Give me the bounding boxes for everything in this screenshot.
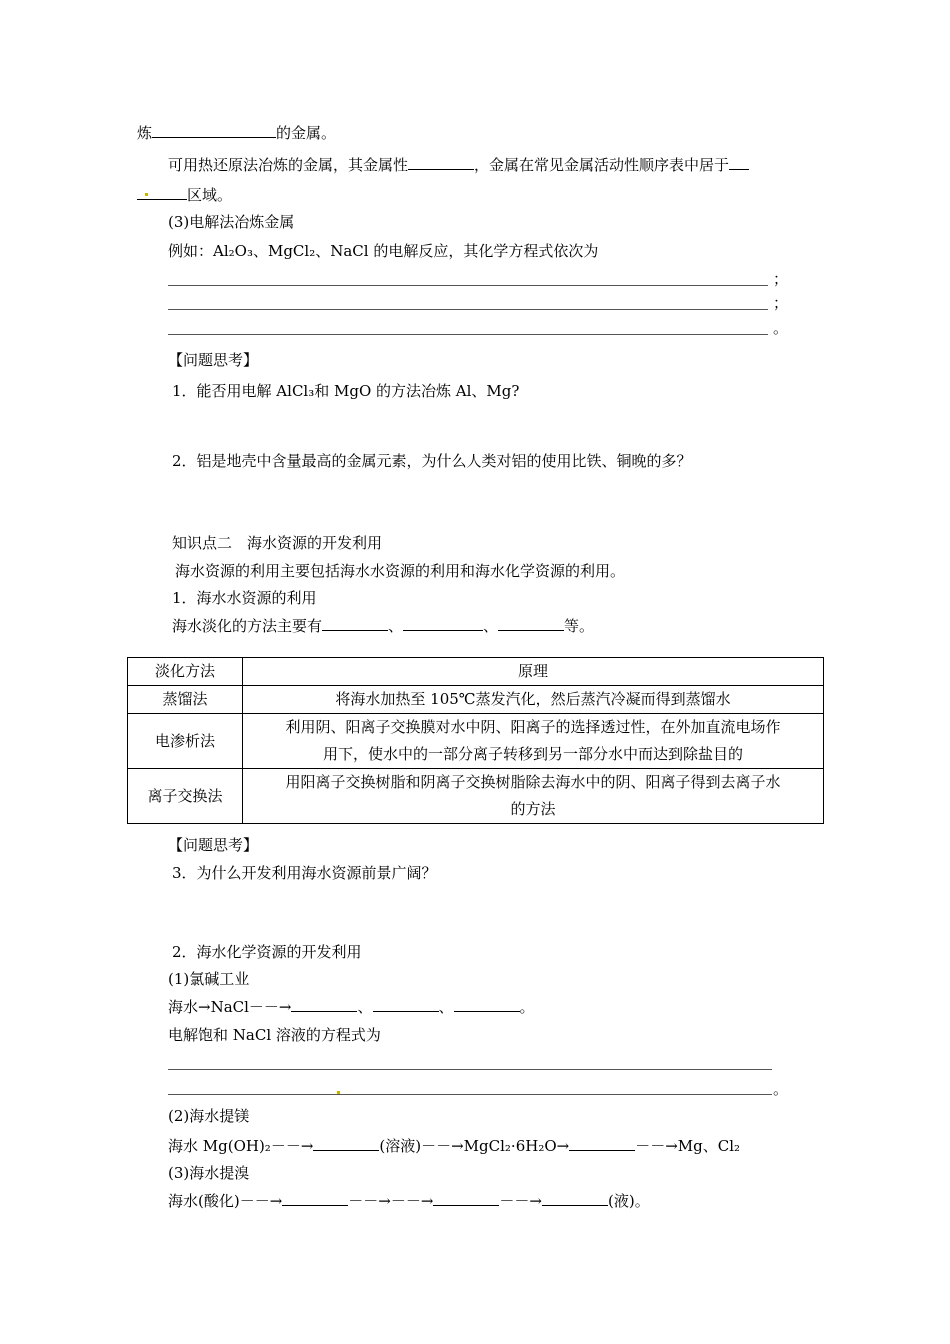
answer-blank[interactable] [498, 616, 564, 631]
answer-blank[interactable] [433, 1191, 499, 1206]
answer-blank[interactable] [152, 123, 276, 138]
desalination-table [127, 657, 824, 824]
answer-blank[interactable] [729, 155, 749, 170]
answer-blank[interactable] [408, 155, 474, 170]
desalination-methods: 海水淡化的方法主要有 、 、 等。 [172, 617, 595, 635]
question-header: 【问题思考】 [168, 351, 259, 369]
table-row [128, 714, 824, 769]
chlor-alkali-title: (1)氯碱工业 [168, 970, 250, 988]
kp2-title: 知识点二 海水资源的开发利用 [172, 534, 383, 552]
header-principle: 原理 [243, 658, 824, 686]
answer-blank[interactable] [282, 1191, 348, 1206]
line-region: 区域。 [137, 185, 232, 205]
answer-blank[interactable] [542, 1191, 608, 1206]
answer-blank[interactable] [454, 997, 520, 1012]
bromine-title: (3)海水提溴 [168, 1164, 250, 1182]
table-header-row [128, 658, 824, 686]
end-semicolon: ； [773, 270, 789, 288]
answer-blank[interactable] [313, 1136, 379, 1151]
answer-blank[interactable] [373, 997, 439, 1012]
principle-cell: 利用阴、阳离子交换膜对水中阴、阳离子的选择透过性，在外加直流电场作 用下，使水中的一部分离子转移到另一部分水中而达到除盐目的 [243, 714, 824, 769]
line-smelt-blank: 炼 的金属。 [137, 124, 337, 142]
question-header: 【问题思考】 [168, 836, 259, 854]
principle-cell: 用阳离子交换树脂和阴离子交换树脂除去海水中的阴、阳离子得到去离子水 的方法 [243, 769, 824, 824]
answer-line-1[interactable] [168, 285, 768, 286]
end-semicolon: ； [773, 294, 789, 312]
bromine-flow: 海水(酸化)－－→ －－→－－→ －－→ (液)。 [168, 1192, 650, 1210]
answer-blank[interactable] [403, 616, 483, 631]
line-thermal-reduction: 可用热还原法冶炼的金属，其金属性 ，金属在常见金属活动性顺序表中居于 [168, 155, 749, 175]
method-cell: 电渗析法 [128, 714, 243, 769]
end-period: 。 [773, 319, 789, 337]
answer-line-5[interactable] [168, 1094, 772, 1095]
electrolysis-example: 例如：Al₂O₃、MgCl₂、NaCl 的电解反应，其化学方程式依次为 [168, 242, 599, 260]
table-row [128, 686, 824, 714]
decor-dot [337, 1091, 340, 1094]
method-cell: 离子交换法 [128, 769, 243, 824]
answer-line-2[interactable] [168, 309, 768, 310]
method-cell: 蒸馏法 [128, 686, 243, 714]
magnesium-title: (2)海水提镁 [168, 1107, 250, 1125]
table-row [128, 769, 824, 824]
answer-line-3[interactable] [168, 334, 768, 335]
kp2-intro: 海水资源的利用主要包括海水水资源的利用和海水化学资源的利用。 [175, 562, 626, 580]
section-electrolysis-title: (3)电解法冶炼金属 [168, 213, 295, 231]
answer-blank[interactable] [569, 1136, 635, 1151]
answer-blank[interactable] [322, 616, 388, 631]
question-1: 1．能否用电解 AlCl₃和 MgO 的方法冶炼 Al、Mg? [172, 382, 520, 400]
chlor-alkali-flow: 海水→NaCl－－→ 、 、 。 [168, 998, 535, 1016]
header-method: 淡化方法 [128, 658, 243, 686]
kp2-section-1: 1．海水水资源的利用 [172, 589, 317, 607]
question-2: 2．铝是地壳中含量最高的金属元素，为什么人类对铝的使用比铁、铜晚的多？ [172, 452, 692, 470]
decor-dot [145, 193, 148, 196]
answer-line-4[interactable] [168, 1069, 772, 1070]
question-3: 3．为什么开发利用海水资源前景广阔？ [172, 864, 437, 882]
answer-blank[interactable] [291, 997, 357, 1012]
end-period: 。 [773, 1080, 789, 1098]
electrolysis-nacl-prompt: 电解饱和 NaCl 溶液的方程式为 [168, 1026, 381, 1044]
magnesium-flow: 海水 Mg(OH)₂－－→ (溶液)－－→MgCl₂·6H₂O→ －－→Mg、Cl₂ [168, 1137, 741, 1155]
chem-section-title: 2．海水化学资源的开发利用 [172, 943, 362, 961]
principle-cell: 将海水加热至 105℃蒸发汽化，然后蒸汽冷凝而得到蒸馏水 [243, 686, 824, 714]
